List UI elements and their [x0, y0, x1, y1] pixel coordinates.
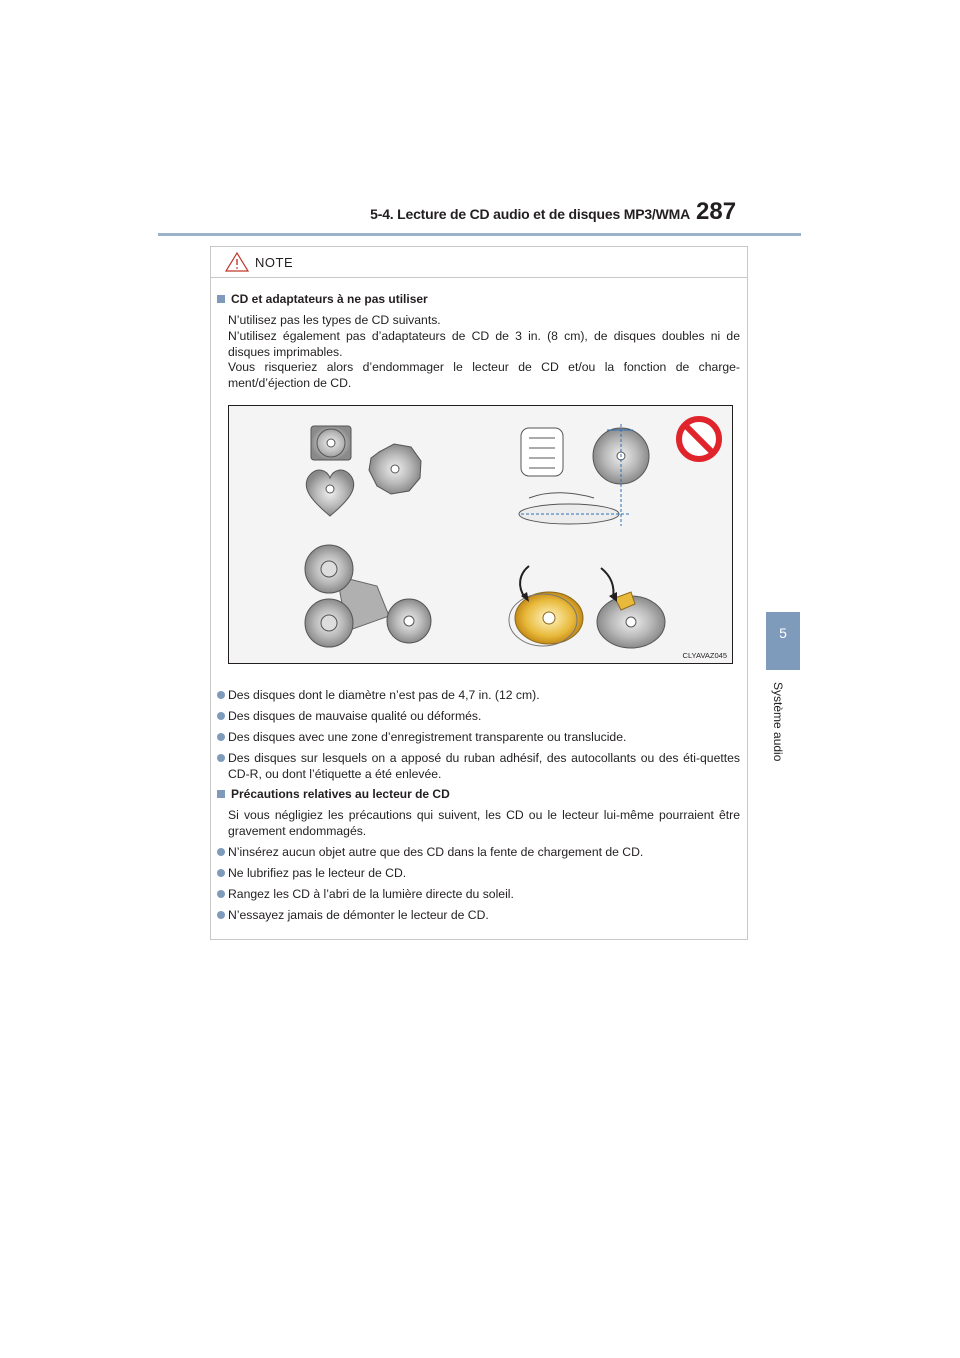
bullet-icon	[217, 869, 225, 877]
deformed-cd-icon	[519, 424, 649, 526]
bullet-icon	[217, 911, 225, 919]
list-item: Rangez les CD à l’abri de la lumière directe du soleil.	[217, 887, 740, 903]
page-number: 287	[696, 198, 737, 225]
list-item: Ne lubrifiez pas le lecteur de CD.	[217, 866, 740, 882]
list-item: Des disques de mauvaise qualité ou déformés.	[217, 709, 740, 725]
square-bullet-icon	[217, 790, 225, 798]
image-code: CLYAVAZ045	[682, 651, 727, 660]
chapter-tab-number: 5	[779, 625, 787, 641]
paragraph: N’utilisez pas les types de CD suivants.	[228, 313, 441, 327]
section-header: 5-4. Lecture de CD audio et de disques MP3/WMA	[370, 206, 690, 222]
list-item: Des disques dont le diamètre n’est pas de 4,7 in. (12 cm).	[217, 688, 740, 704]
translucent-cd-icon	[509, 566, 583, 646]
bullet-icon	[217, 733, 225, 741]
bullet-icon	[217, 691, 225, 699]
bullet-icon	[217, 754, 225, 762]
paragraph: Vous risqueriez alors d’endommager le lecteur de CD et/ou la fonction de charge-ment/d’éjection de CD.	[228, 360, 740, 390]
list-item: N’essayez jamais de démonter le lecteur de CD.	[217, 908, 740, 924]
note-header	[211, 247, 747, 278]
header-rule	[158, 233, 801, 236]
section-title-cd-player-precautions: Précautions relatives au lecteur de CD	[217, 787, 450, 801]
warning-icon	[225, 252, 249, 272]
cd-illustration	[228, 405, 733, 664]
square-bullet-icon	[217, 295, 225, 303]
bullet-icon	[217, 890, 225, 898]
note-title: NOTE	[255, 255, 294, 270]
paragraph: N’utilisez également pas d’adaptateurs de CD de 3 in. (8 cm), de disques doubles ni de disques imprimables.	[228, 329, 740, 359]
adapter-cd-icon	[305, 545, 431, 647]
prohibited-icon	[679, 419, 719, 459]
note-box	[210, 246, 748, 940]
chapter-tab	[766, 612, 800, 670]
list-item: Des disques sur lesquels on a apposé du ruban adhésif, des autocollants ou des éti-quettes CD-R, ou dont l’étiquette a été enlevée.	[217, 751, 740, 782]
unsupported-cds-drawing	[229, 406, 732, 663]
list-item: N’insérez aucun objet autre que des CD dans la fente de chargement de CD.	[217, 845, 740, 861]
bullet-icon	[217, 848, 225, 856]
chapter-tab-label: Système audio	[771, 682, 785, 762]
paragraph: Si vous négligiez les précautions qui suivent, les CD ou le lecteur lui-même pourraient être gravement endommagés.	[228, 808, 740, 838]
bullet-icon	[217, 712, 225, 720]
square-cd-icon	[311, 426, 351, 460]
sticker-cd-icon	[597, 568, 665, 648]
polygon-cd-icon	[369, 444, 421, 494]
heart-cd-icon	[306, 470, 354, 516]
section-title-unsupported-cd: CD et adaptateurs à ne pas utiliser	[217, 292, 428, 306]
list-item: Des disques avec une zone d’enregistrement transparente ou translucide.	[217, 730, 740, 746]
